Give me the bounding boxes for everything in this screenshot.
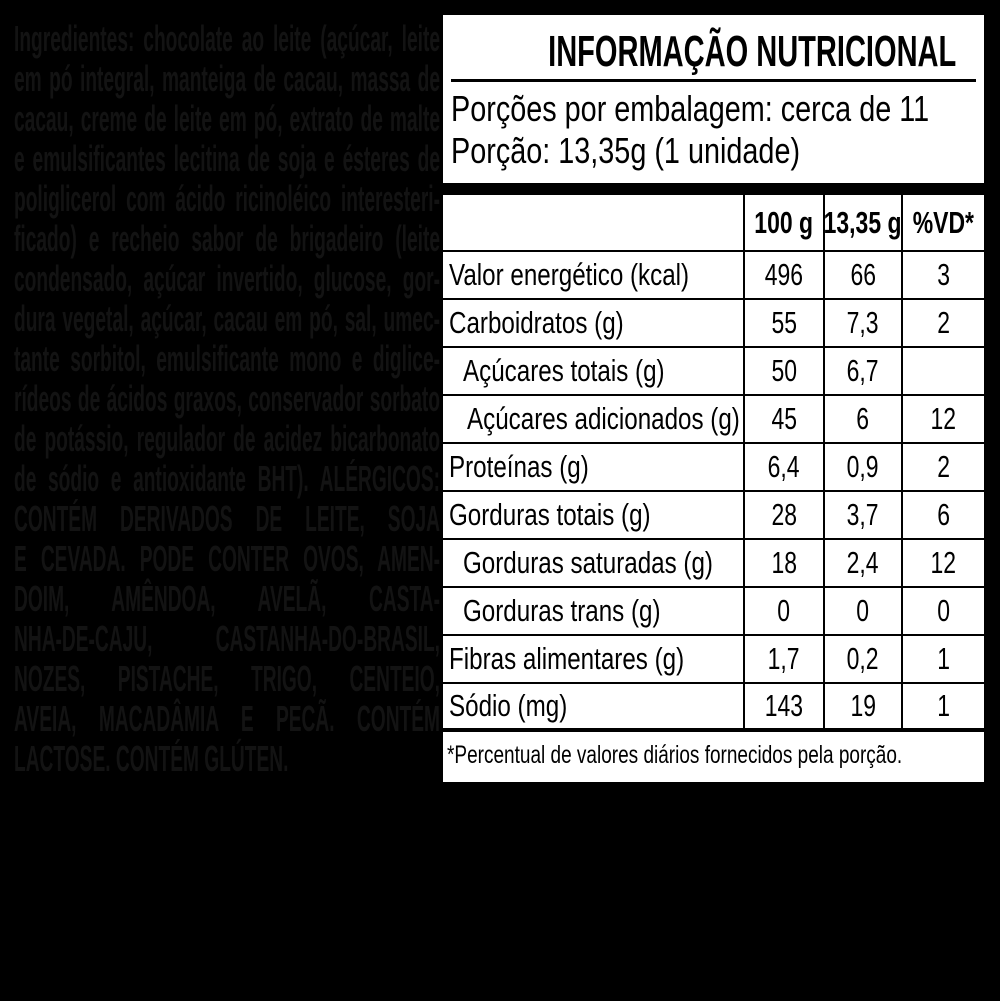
- ingredients-panel: [14, 19, 440, 779]
- ingredients-line: poliglicerol com ácido ricinoléico interesteri-: [14, 178, 441, 219]
- ingredients-line: rídeos de ácidos graxos, conservador sorbato: [14, 378, 441, 419]
- nutrition-title-text: INFORMAÇÃO NUTRICIONAL: [548, 27, 957, 76]
- nutrient-row: [443, 348, 984, 396]
- nutrient-row: [443, 540, 984, 588]
- value-percent-vd: 2: [901, 444, 984, 490]
- value-per-100g: 0: [743, 588, 823, 634]
- serving-info: [443, 82, 984, 172]
- ingredients-line: E CEVADA. PODE CONTER OVOS, AMEN-: [14, 538, 441, 579]
- nutrient-row: [443, 300, 984, 348]
- nutrient-row: [443, 396, 984, 444]
- nutrient-name: Sódio (mg): [449, 688, 568, 723]
- value-percent-vd: 1: [901, 684, 984, 728]
- value-percent-vd: 12: [901, 396, 984, 442]
- value-percent-vd: 3: [901, 252, 984, 298]
- value-per-portion: 66: [823, 252, 901, 298]
- ingredients-line: e emulsificantes lecitina de soja e ésteres de: [14, 138, 441, 179]
- value-per-portion: 0: [823, 588, 901, 634]
- nutrition-title: [443, 25, 984, 79]
- header-separator-bar: [443, 183, 984, 195]
- ingredients-line: NOZES, PISTACHE, TRIGO, CENTEIO,: [14, 658, 441, 699]
- column-header-portion: 13,35 g: [823, 195, 901, 250]
- column-header-vd: %VD*: [901, 195, 984, 250]
- value-per-100g: 55: [743, 300, 823, 346]
- value-per-portion: 2,4: [823, 540, 901, 586]
- nutrient-row: [443, 492, 984, 540]
- value-percent-vd: 6: [901, 492, 984, 538]
- nutrient-name: Carboidratos (g): [449, 305, 624, 340]
- ingredients-line: AVEIA, MACADÂMIA E PECÃ. CONTÉM: [14, 698, 441, 739]
- value-per-portion: 6,7: [823, 348, 901, 394]
- ingredients-line: de sódio e antioxidante BHT). ALÉRGICOS:: [14, 458, 441, 499]
- value-per-100g: 496: [743, 252, 823, 298]
- ingredients-line: ficado) e recheio sabor de brigadeiro (leite: [14, 218, 441, 259]
- nutrition-table: [443, 195, 984, 732]
- value-per-portion: 19: [823, 684, 901, 728]
- nutrient-name: Proteínas (g): [449, 449, 589, 484]
- ingredients-line: DOIM, AMÊNDOA, AVELÃ, CASTA-: [14, 578, 441, 619]
- table-header-row: [443, 195, 984, 252]
- servings-per-package: Porções por embalagem: cerca de 11: [451, 88, 930, 129]
- nutrient-row: [443, 444, 984, 492]
- column-header-100g: 100 g: [743, 195, 823, 250]
- value-per-100g: 45: [743, 396, 823, 442]
- value-per-portion: 7,3: [823, 300, 901, 346]
- value-per-100g: 1,7: [743, 636, 823, 682]
- ingredients-line: LACTOSE. CONTÉM GLÚTEN.: [14, 738, 289, 779]
- ingredients-line: CONTÉM DERIVADOS DE LEITE, SOJA: [14, 498, 441, 539]
- column-header-empty: [443, 195, 743, 250]
- nutrient-name: Açúcares adicionados (g): [467, 401, 740, 436]
- value-per-100g: 6,4: [743, 444, 823, 490]
- ingredients-line: cacau, creme de leite em pó, extrato de malte: [14, 98, 441, 139]
- value-per-portion: 6: [823, 396, 901, 442]
- value-per-100g: 50: [743, 348, 823, 394]
- value-per-100g: 18: [743, 540, 823, 586]
- ingredients-line: condensado, açúcar invertido, glucose, gor-: [14, 258, 441, 299]
- nutrient-row: [443, 684, 984, 732]
- nutrient-name: Gorduras totais (g): [449, 497, 651, 532]
- value-percent-vd: 1: [901, 636, 984, 682]
- ingredients-line: de potássio, regulador de acidez bicarbonato: [14, 418, 441, 459]
- value-per-100g: 143: [743, 684, 823, 728]
- nutrition-facts-label: [443, 15, 984, 782]
- ingredients-line: dura vegetal, açúcar, cacau em pó, sal, umec-: [14, 298, 441, 339]
- ingredients-line: em pó integral, manteiga de cacau, massa de: [14, 58, 441, 99]
- nutrient-name: Açúcares totais (g): [463, 353, 665, 388]
- value-percent-vd: 2: [901, 300, 984, 346]
- value-percent-vd: 12: [901, 540, 984, 586]
- ingredients-line: tante sorbitol, emulsificante mono e diglice-: [14, 338, 441, 379]
- nutrient-row: [443, 252, 984, 300]
- value-per-portion: 0,2: [823, 636, 901, 682]
- value-per-100g: 28: [743, 492, 823, 538]
- value-per-portion: 0,9: [823, 444, 901, 490]
- value-percent-vd: [901, 348, 984, 394]
- value-per-portion: 3,7: [823, 492, 901, 538]
- nutrient-name: Fibras alimentares (g): [449, 641, 685, 676]
- value-percent-vd: 0: [901, 588, 984, 634]
- nutrient-row: [443, 636, 984, 684]
- ingredients-text: [14, 19, 440, 779]
- nutrient-name: Gorduras saturadas (g): [463, 545, 713, 580]
- portion-size: Porção: 13,35g (1 unidade): [451, 130, 801, 171]
- table-body: [443, 252, 984, 732]
- ingredients-line: NHA-DE-CAJU, CASTANHA-DO-BRASIL,: [14, 618, 441, 659]
- nutrient-name: Valor energético (kcal): [449, 257, 690, 292]
- nutrient-row: [443, 588, 984, 636]
- ingredients-line: Ingredientes: chocolate ao leite (açúcar, leite: [14, 18, 441, 59]
- footnote: *Percentual de valores diários fornecidos pela porção.: [447, 741, 903, 769]
- nutrient-name: Gorduras trans (g): [463, 593, 661, 628]
